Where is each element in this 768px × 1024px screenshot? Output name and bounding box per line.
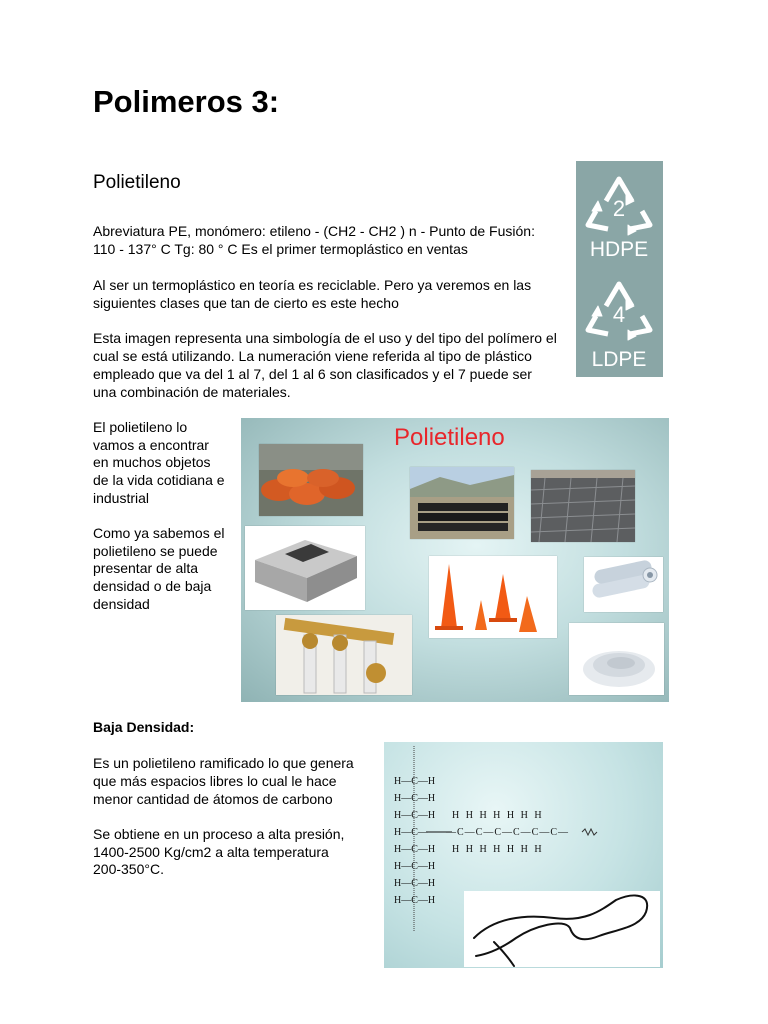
branch-h-row: H H H H H H H	[452, 844, 544, 855]
foam-block-photo	[245, 526, 365, 610]
chain-row: H—C—H	[394, 776, 436, 787]
section-title: Polietileno	[93, 172, 181, 193]
chain-row: H—C—H	[394, 810, 436, 821]
paragraph-line: Abreviatura PE, monómero: etileno - (CH2 - CH2 ) n - Punto de Fusión:	[93, 223, 535, 239]
hose-coils-photo	[259, 444, 363, 516]
baja-text-line: que más espacios libres lo cual le hace	[93, 773, 337, 789]
side-text-line: en muchos objetos	[93, 454, 211, 470]
paragraph-line: empleado que va del 1 al 7, del 1 al 6 son clasificados y el 7 puede ser	[93, 366, 532, 382]
section-heading: Baja Densidad:	[93, 719, 195, 735]
side-text-line: densidad	[93, 596, 150, 612]
chain-row: H—C—H	[394, 861, 436, 872]
pellets-photo	[569, 623, 664, 695]
branch-c-row: —C—C—C—C—C—C—	[446, 827, 570, 838]
branch-h-row: H H H H H H H	[452, 810, 544, 821]
chain-row: H—C—H	[394, 895, 436, 906]
side-text-line: industrial	[93, 490, 150, 506]
baja-text-line: Se obtiene en un proceso a alta presión,	[93, 826, 345, 842]
baja-text-line: 1400-2500 Kg/cm2 a alta temperatura	[93, 844, 329, 860]
chain-row: H—C—H	[394, 793, 436, 804]
side-text-line: polietileno se puede	[93, 543, 218, 559]
chain-row: H—C—H	[394, 844, 436, 855]
black-pipes-photo	[410, 467, 514, 539]
paragraph-line: siguientes clases que tan de cierto es este hecho	[93, 295, 399, 311]
side-text-line: presentar de alta	[93, 560, 199, 576]
polyethylene-collage	[241, 418, 669, 702]
foam-tubes-photo	[584, 557, 663, 612]
construction-film-photo	[531, 470, 635, 542]
page-title: Polimeros 3:	[93, 84, 280, 119]
recycle-code-number: 2	[612, 196, 626, 221]
side-text-line: densidad o de baja	[93, 578, 212, 594]
baja-text-line: 200-350°C.	[93, 861, 164, 877]
recycling-codes-image	[576, 161, 663, 377]
traffic-cones-photo	[429, 556, 557, 638]
recycle-code-number: 4	[612, 302, 626, 327]
side-text-line: El polietileno lo	[93, 419, 188, 435]
side-text-line: de la vida cotidiana e	[93, 472, 225, 488]
collage-title: Polietileno	[394, 424, 505, 451]
baja-text-line: Es un polietileno ramificado lo que genera	[93, 755, 354, 771]
paragraph-line: una combinación de materiales.	[93, 384, 291, 400]
chain-row: H—C—	[394, 827, 428, 838]
ldpe-structure-image	[384, 742, 663, 968]
recycle-code-label: LDPE	[591, 348, 647, 371]
paragraph-line: 110 - 137° C Tg: 80 ° C Es el primer termoplástico en ventas	[93, 241, 468, 257]
side-text-line: Como ya sabemos el	[93, 525, 225, 541]
baja-text-line: menor cantidad de átomos de carbono	[93, 791, 333, 807]
paragraph-line: Esta imagen representa una simbología de el uso y del tipo del polímero el	[93, 330, 557, 346]
recycle-code-label: HDPE	[589, 238, 649, 261]
chain-row: H—C—H	[394, 878, 436, 889]
paragraph-line: Al ser un termoplástico en teoría es reciclable. Pero ya veremos en las	[93, 277, 532, 293]
paragraph-line: cual se está utilizando. La numeración viene referida al tipo de plástico	[93, 348, 532, 364]
side-text-line: vamos a encontrar	[93, 437, 209, 453]
brass-fittings-photo	[276, 615, 412, 695]
